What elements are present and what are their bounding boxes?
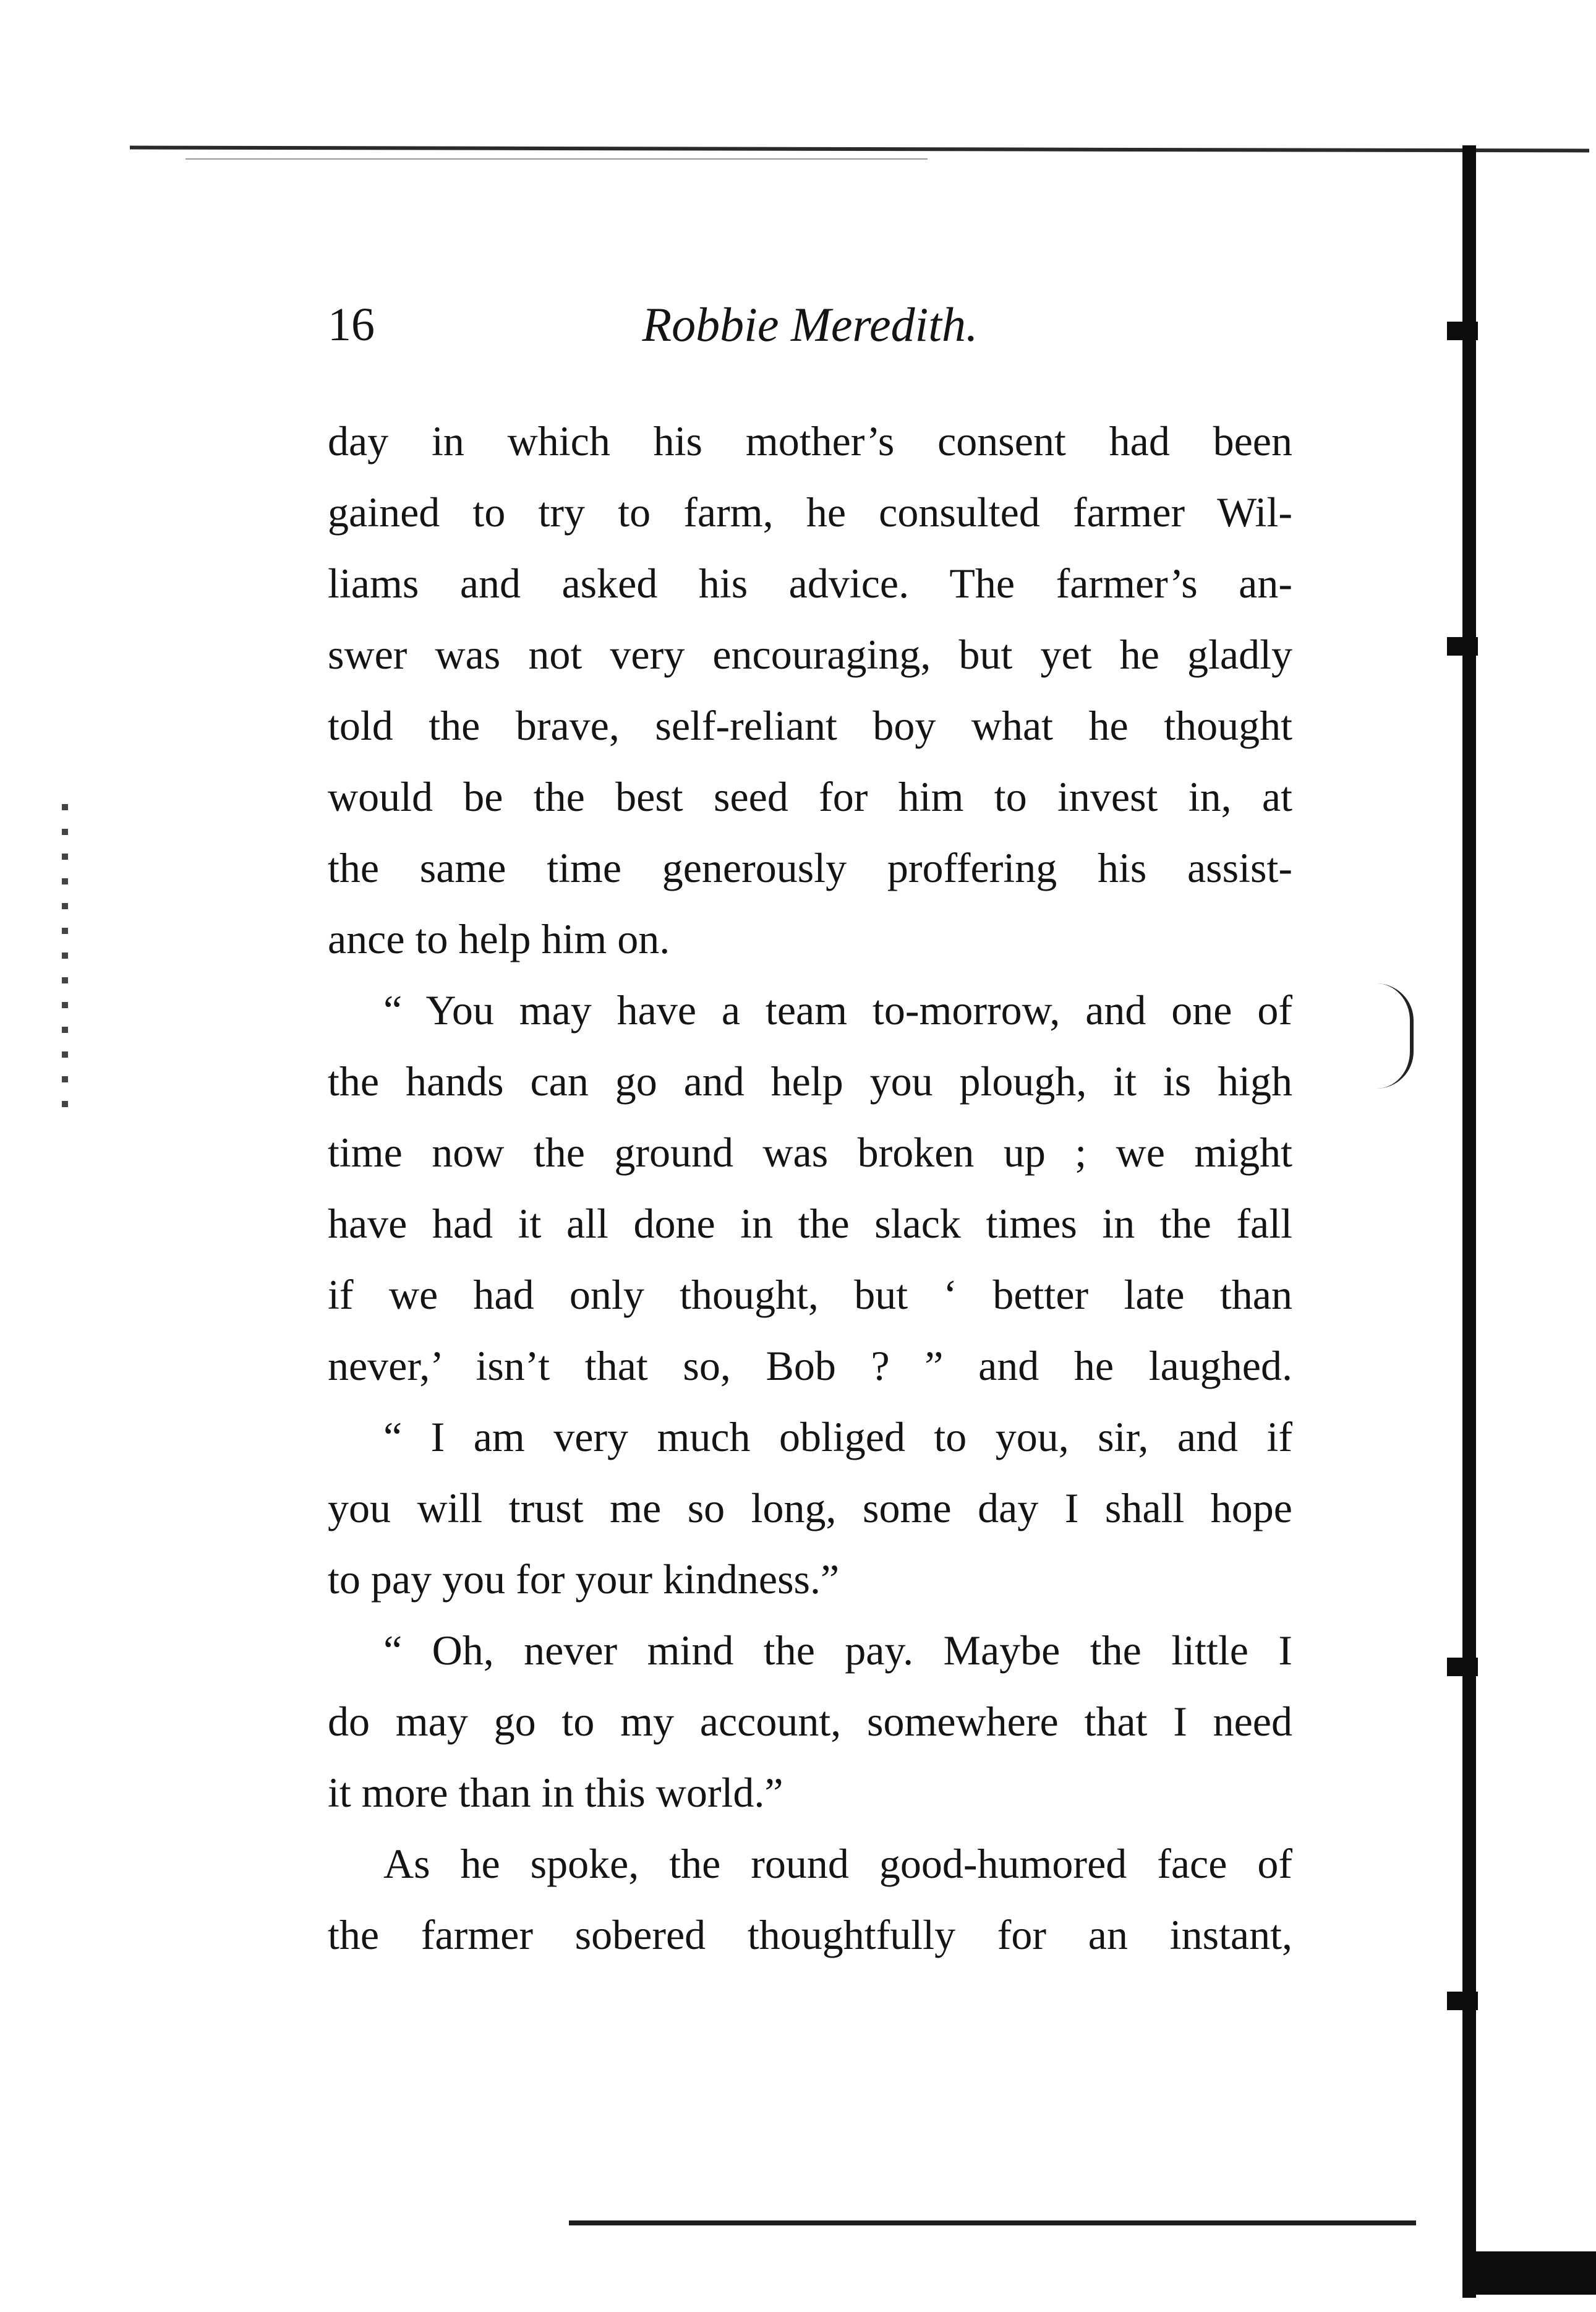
text-line: the hands can go and help you plough, it is high bbox=[328, 1058, 1292, 1105]
scan-bracket-mark bbox=[1373, 983, 1414, 1089]
text-line: liams and asked his advice. The farmer’s an- bbox=[328, 560, 1292, 607]
scan-edge-notch bbox=[1447, 637, 1478, 656]
text-line: the farmer sobered thoughtfully for an instant, bbox=[328, 1911, 1292, 1958]
scan-top-rule bbox=[130, 146, 1589, 153]
body-text bbox=[328, 406, 1292, 1971]
text-line: have had it all done in the slack times in the fall bbox=[328, 1200, 1292, 1247]
text-line: it more than in this world.” bbox=[328, 1769, 783, 1816]
text-line: “ You may have a team to-morrow, and one of bbox=[383, 987, 1292, 1034]
scan-bottom-rule bbox=[569, 2220, 1416, 2225]
text-line: you will trust me so long, some day I shall hope bbox=[328, 1484, 1292, 1531]
text-line: “ Oh, never mind the pay. Maybe the little I bbox=[383, 1627, 1292, 1674]
text-line: ance to help him on. bbox=[328, 915, 670, 962]
text-line: time now the ground was broken up ; we might bbox=[328, 1129, 1292, 1176]
text-line: do may go to my account, somewhere that I need bbox=[328, 1698, 1292, 1745]
text-line: never,’ isn’t that so, Bob ? ” and he laughed. bbox=[328, 1342, 1292, 1389]
page-header bbox=[328, 291, 1292, 359]
text-line: As he spoke, the round good-humored face of bbox=[383, 1840, 1292, 1887]
scan-edge-notch bbox=[1447, 1992, 1478, 2010]
text-line: gained to try to farm, he consulted farmer Wil- bbox=[328, 489, 1292, 536]
scan-edge-notch bbox=[1447, 1658, 1478, 1676]
text-line: swer was not very encouraging, but yet he gladly bbox=[328, 631, 1292, 678]
scan-bottom-block bbox=[1472, 2251, 1596, 2295]
text-line: the same time generously proffering his assist- bbox=[328, 844, 1292, 891]
text-line: would be the best seed for him to invest in, at bbox=[328, 773, 1292, 820]
text-line: told the brave, self-reliant boy what he thought bbox=[328, 702, 1292, 749]
running-title: Robbie Meredith. bbox=[642, 298, 978, 351]
text-line: to pay you for your kindness.” bbox=[328, 1556, 840, 1603]
scan-top-rule-thin bbox=[186, 158, 928, 160]
text-line: “ I am very much obliged to you, sir, and if bbox=[383, 1413, 1292, 1460]
text-line: if we had only thought, but ‘ better late than bbox=[328, 1271, 1292, 1318]
scan-binding-edge bbox=[1462, 145, 1476, 2298]
page-number: 16 bbox=[328, 299, 375, 351]
scan-left-specks bbox=[62, 804, 68, 1113]
text-line: day in which his mother’s consent had been bbox=[328, 417, 1292, 465]
scan-edge-notch bbox=[1447, 322, 1478, 340]
